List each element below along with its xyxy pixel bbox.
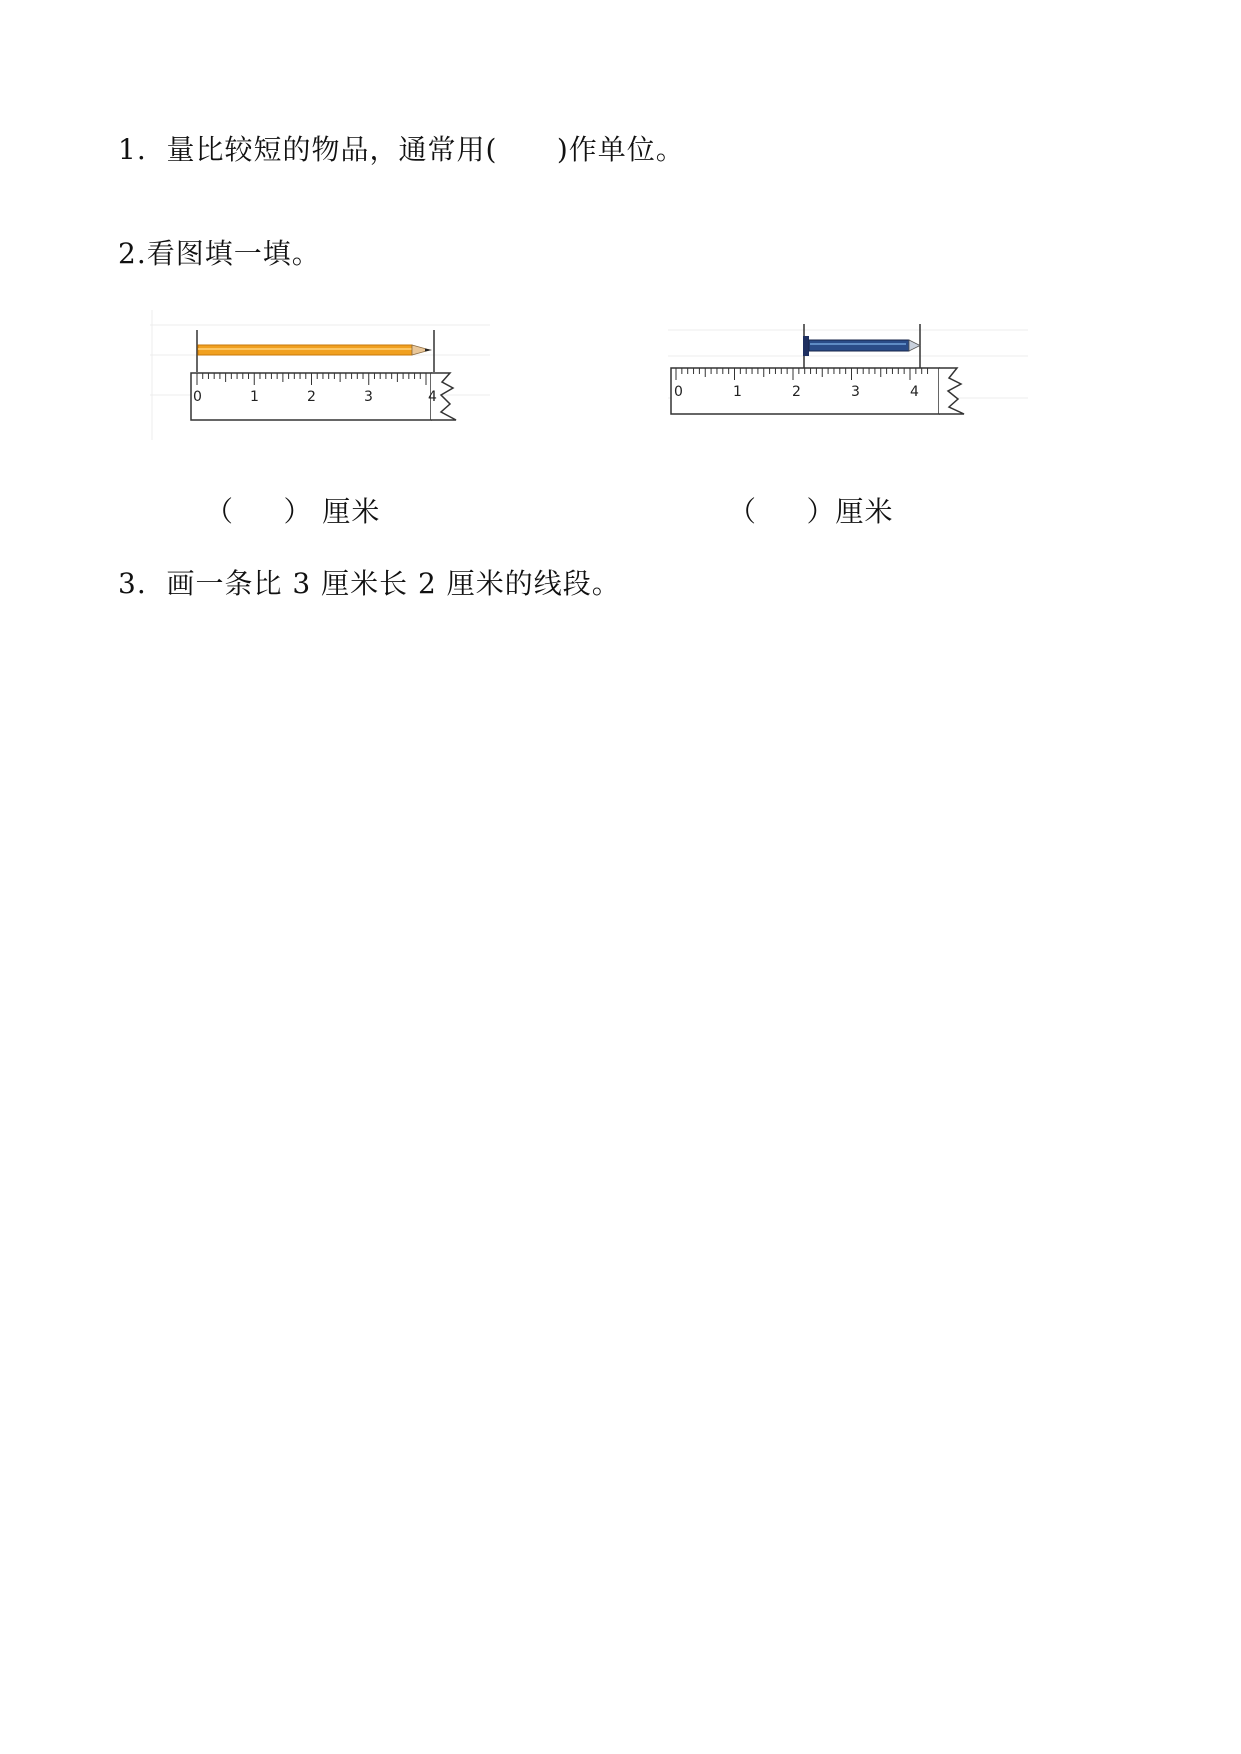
tick-label-4: 4 bbox=[428, 389, 437, 405]
ruler bbox=[191, 373, 456, 420]
tick-label-3: 3 bbox=[851, 384, 860, 400]
answer-blank-1[interactable]: （ ） 厘米 bbox=[205, 495, 381, 528]
answer-blank-2[interactable]: （ ）厘米 bbox=[728, 495, 894, 528]
ruler bbox=[671, 368, 964, 414]
tick-label-2: 2 bbox=[307, 389, 316, 405]
nail-icon bbox=[803, 336, 920, 356]
tick-label-4: 4 bbox=[910, 384, 919, 400]
question-1: 1. 量比较短的物品，通常用( )作单位。 bbox=[118, 133, 685, 166]
tick-label-1: 1 bbox=[733, 384, 742, 400]
tick-label-0: 0 bbox=[674, 384, 683, 400]
tick-label-0: 0 bbox=[193, 389, 202, 405]
tick-label-2: 2 bbox=[792, 384, 801, 400]
question-3: 3. 画一条比 3 厘米长 2 厘米的线段。 bbox=[118, 567, 621, 600]
pencil-ruler-figure bbox=[150, 310, 490, 444]
tick-label-3: 3 bbox=[364, 389, 373, 405]
tick-label-1: 1 bbox=[250, 389, 259, 405]
pencil-icon bbox=[198, 345, 432, 355]
question-2: 2.看图填一填。 bbox=[118, 237, 321, 270]
nail-ruler-figure bbox=[668, 318, 1028, 442]
